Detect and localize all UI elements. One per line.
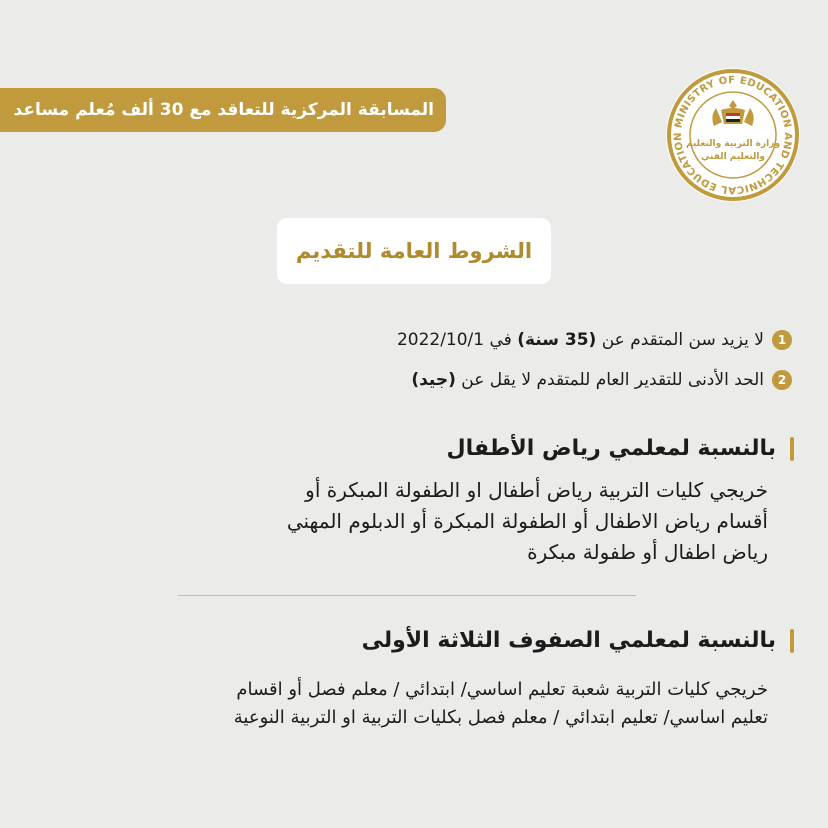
kindergarten-heading: بالنسبة لمعلمي رياض الأطفال: [447, 436, 794, 461]
heading-accent-bar: [790, 437, 794, 461]
primary-text: خريجي كليات التربية شعبة تعليم اساسي/ ابتدائي / معلم فصل أو اقسام تعليم اساسي/ تعليم ابتدائي / معلم فصل بكليات التربية او التربية النوعية: [233, 679, 768, 728]
conditions-title-box: [277, 218, 551, 284]
heading-accent-bar: [790, 629, 794, 653]
svg-text:والتعليم الفني: والتعليم الفني: [700, 152, 766, 162]
condition-text: الحد الأدنى للتقدير العام للمتقدم لا يقل عن (جيد): [411, 370, 764, 390]
ministry-logo: [664, 66, 802, 204]
number-badge: 1: [772, 330, 792, 350]
condition-item-1: [397, 330, 792, 350]
banner-text: المسابقة المركزية للتعاقد مع 30 ألف مُعلم مساعد: [13, 100, 434, 120]
logo-ring-text: MINISTRY OF EDUCATION AND TECHNICAL EDUCATION: [672, 74, 794, 196]
section-divider: [178, 595, 636, 596]
kindergarten-text: خريجي كليات التربية رياض أطفال او الطفولة المبكرة أو أقسام رياض الاطفال أو الطفولة المبكرة أو الدبلوم المهني رياض اطفال أو طفولة مبكرة: [286, 478, 768, 564]
condition-item-2: [411, 370, 792, 390]
primary-heading: بالنسبة لمعلمي الصفوف الثلاثة الأولى: [362, 628, 794, 653]
condition-text: لا يزيد سن المتقدم عن (35 سنة) في 2022/10/1: [396, 330, 764, 350]
conditions-title: الشروط العامة للتقديم: [295, 239, 533, 263]
logo-inner-text: وزارة التربية والتعليم: [685, 139, 781, 149]
top-banner: [0, 88, 446, 132]
number-badge: 2: [772, 370, 792, 390]
